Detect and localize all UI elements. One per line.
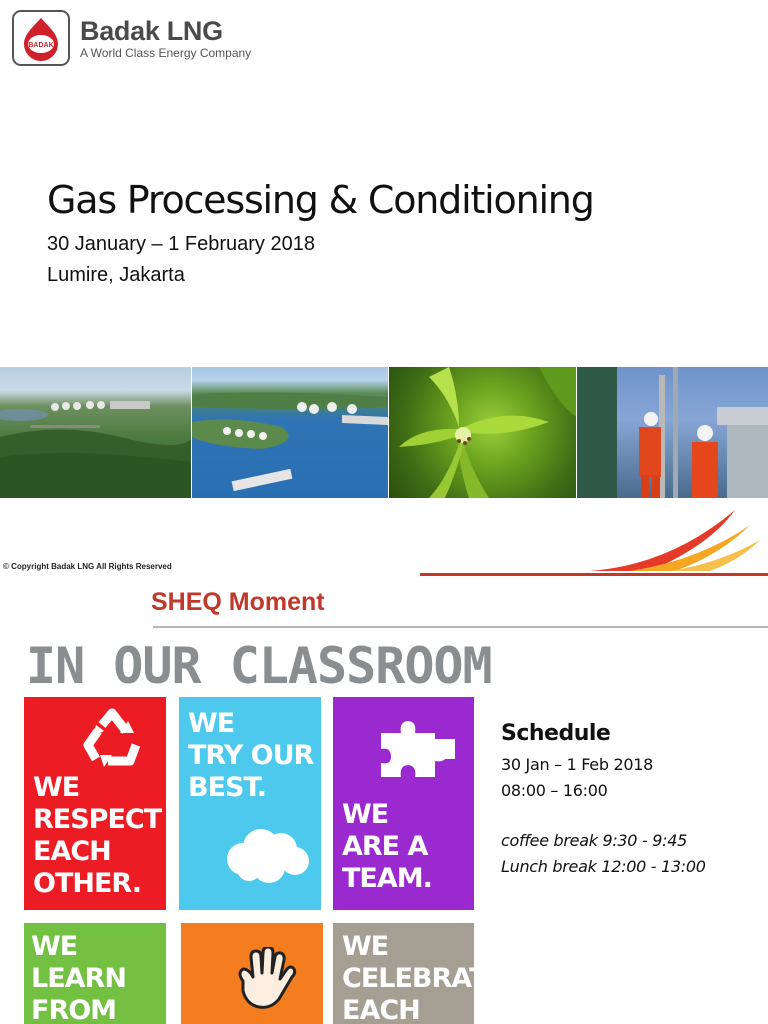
photo-plant-workers bbox=[577, 367, 768, 498]
hand-icon bbox=[231, 947, 297, 1011]
company-name: Badak LNG bbox=[80, 16, 223, 46]
schedule-dates: 30 Jan – 1 Feb 2018 bbox=[501, 755, 653, 774]
tile-text-line: TRY OUR bbox=[188, 740, 314, 771]
tile-text-line: LEARN bbox=[31, 963, 126, 994]
cloud-icon bbox=[223, 825, 311, 883]
tile-text-line: EACH bbox=[33, 836, 111, 867]
presentation-title: Gas Processing & Conditioning bbox=[47, 178, 594, 222]
brand-swoosh-decoration bbox=[420, 505, 768, 578]
puzzle-icon bbox=[377, 719, 461, 781]
photo-strip bbox=[0, 367, 768, 498]
schedule-lunch-break: Lunch break 12:00 - 13:00 bbox=[501, 857, 706, 876]
tile-text-line: WE bbox=[31, 931, 78, 962]
tile-try-best bbox=[179, 697, 321, 910]
tile-celebrate bbox=[333, 923, 504, 1024]
tile-text-line: TEAM. bbox=[342, 863, 432, 894]
badak-logo-icon bbox=[12, 10, 70, 66]
photo-harbor-tanker bbox=[192, 367, 388, 498]
classroom-banner: IN OUR CLASSROOM bbox=[26, 637, 492, 695]
tile-text-line: OTHER. bbox=[33, 868, 141, 899]
tile-text-line: BEST. bbox=[188, 772, 267, 803]
photo-lng-plant-aerial bbox=[0, 367, 191, 498]
tile-text-line: WE bbox=[342, 931, 389, 962]
tile-text-line: ARE A bbox=[342, 831, 428, 862]
photo-orchid-flower bbox=[389, 367, 577, 498]
tile-text-line: EACH bbox=[342, 995, 420, 1024]
tile-text-line: WE bbox=[342, 799, 389, 830]
svg-text:BADAK: BADAK bbox=[28, 42, 54, 49]
tile-text-line: WE bbox=[33, 772, 80, 803]
tile-hand bbox=[181, 923, 323, 1024]
event-location: Lumire, Jakarta bbox=[47, 264, 185, 286]
tile-text-line: CELEBRATE bbox=[342, 963, 504, 994]
tile-respect bbox=[24, 697, 166, 910]
schedule-heading: Schedule bbox=[501, 721, 611, 746]
company-tagline: A World Class Energy Company bbox=[80, 46, 252, 60]
schedule-hours: 08:00 – 16:00 bbox=[501, 781, 608, 800]
tile-team bbox=[333, 697, 474, 910]
tile-text-line: FROM bbox=[31, 995, 117, 1024]
schedule-block bbox=[501, 721, 706, 880]
event-dates: 30 January – 1 February 2018 bbox=[47, 233, 315, 255]
heading-underline bbox=[153, 626, 768, 628]
tile-text-line: WE bbox=[188, 708, 235, 739]
sheq-heading: SHEQ Moment bbox=[151, 588, 325, 616]
schedule-coffee-break: coffee break 9:30 - 9:45 bbox=[501, 831, 687, 850]
company-logo bbox=[12, 10, 251, 66]
tile-text-line: RESPECT bbox=[33, 804, 162, 835]
sheq-slide bbox=[0, 578, 768, 1024]
copyright-notice: © Copyright Badak LNG All Rights Reserved bbox=[3, 562, 172, 571]
tile-learn bbox=[24, 923, 166, 1024]
recycle-icon bbox=[82, 707, 148, 769]
